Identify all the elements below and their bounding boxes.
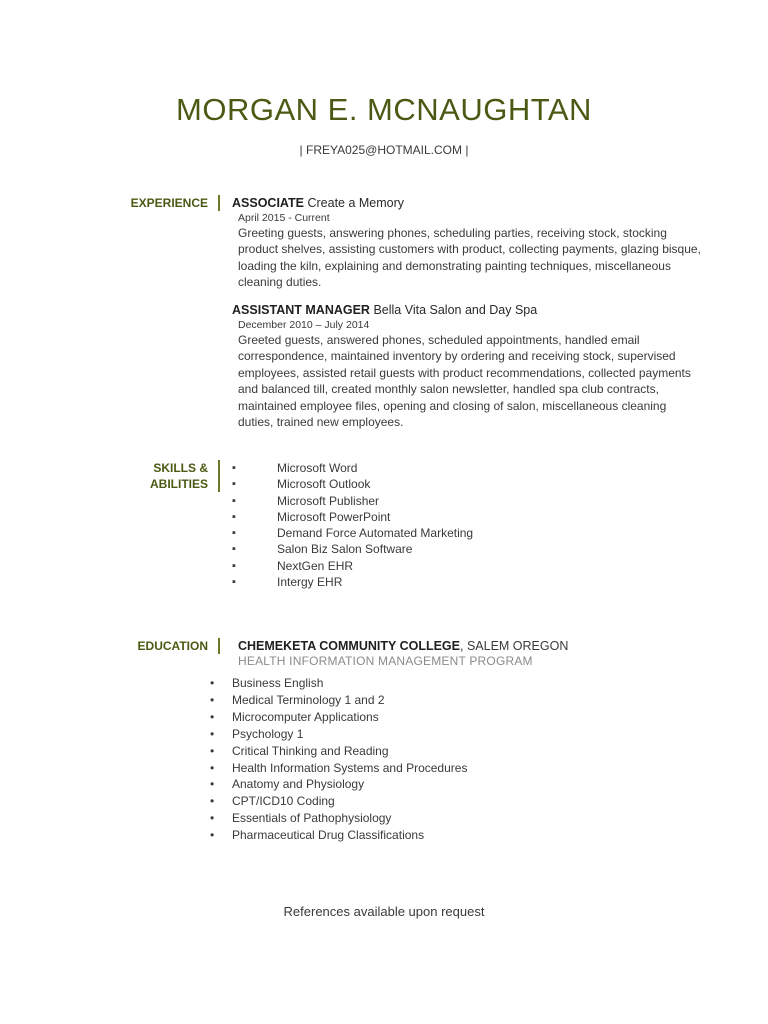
school-line <box>238 638 568 654</box>
skill-item: ▪ Demand Force Automated Marketing <box>232 525 473 541</box>
experience-section-label: EXPERIENCE <box>131 195 220 211</box>
skills-label-line1: SKILLS & <box>153 461 208 475</box>
course-item: • Essentials of Pathophysiology <box>210 810 467 827</box>
course-item: • Critical Thinking and Reading <box>210 743 467 760</box>
skill-item: ▪ Intergy EHR <box>232 574 473 590</box>
course-item: • Microcomputer Applications <box>210 709 467 726</box>
job-entry <box>232 195 702 291</box>
skill-item: ▪ NextGen EHR <box>232 558 473 574</box>
job-company: Bella Vita Salon and Day Spa <box>369 303 538 317</box>
course-item: • Anatomy and Physiology <box>210 776 467 793</box>
course-item: • Business English <box>210 675 467 692</box>
skills-list <box>232 460 473 590</box>
job-dates: April 2015 - Current <box>238 211 330 224</box>
job-company: Create a Memory <box>304 196 405 210</box>
job-title: ASSOCIATE <box>232 196 304 210</box>
program-name: HEALTH INFORMATION MANAGEMENT PROGRAM <box>238 654 533 668</box>
job-title-line <box>232 195 702 212</box>
course-list <box>210 675 467 844</box>
skill-item: ▪ Microsoft Outlook <box>232 476 473 492</box>
skill-item: ▪ Microsoft Publisher <box>232 493 473 509</box>
course-item: • CPT/ICD10 Coding <box>210 793 467 810</box>
skills-label-line2: ABILITIES <box>149 477 208 491</box>
course-item: • Psychology 1 <box>210 726 467 743</box>
job-description: Greeted guests, answered phones, scheduled appointments, handled email correspondence, maintained inventory by ordering and receiving stock, supervised employees, assisted retail guests with product recommendations, collected payments and balanced till, created monthly salon newsletter, handled spa club contracts, maintained employee files, opening and closing of salon, miscellaneous cleaning duties, trained new employees. <box>238 332 691 429</box>
course-item: • Medical Terminology 1 and 2 <box>210 692 467 709</box>
skill-item: ▪ Microsoft PowerPoint <box>232 509 473 525</box>
references-note: References available upon request <box>283 904 485 919</box>
candidate-name: MORGAN E. MCNAUGHTAN <box>176 92 592 127</box>
skill-item: ▪ Microsoft Word <box>232 460 473 476</box>
course-item: • Pharmaceutical Drug Classifications <box>210 827 467 844</box>
job-title: ASSISTANT MANAGER <box>232 303 370 317</box>
skill-item: ▪ Salon Biz Salon Software <box>232 541 473 557</box>
course-item: • Health Information Systems and Procedures <box>210 760 467 777</box>
skills-section-label <box>150 460 220 492</box>
school-name: CHEMEKETA COMMUNITY COLLEGE <box>238 639 460 653</box>
job-entry <box>232 302 702 431</box>
education-section-label: EDUCATION <box>138 638 220 654</box>
contact-email: | FREYA025@HOTMAIL.COM | <box>299 143 469 157</box>
job-dates: December 2010 – July 2014 <box>238 318 370 331</box>
job-description: Greeting guests, answering phones, scheduling parties, receiving stock, stocking product shelves, assisting customers with product, collecting payments, glazing bisque, loading the kiln, explaining and demonstrating painting techniques, miscellaneous cleaning duties. <box>238 225 701 289</box>
school-location: , SALEM OREGON <box>460 639 569 653</box>
job-title-line <box>232 302 702 319</box>
